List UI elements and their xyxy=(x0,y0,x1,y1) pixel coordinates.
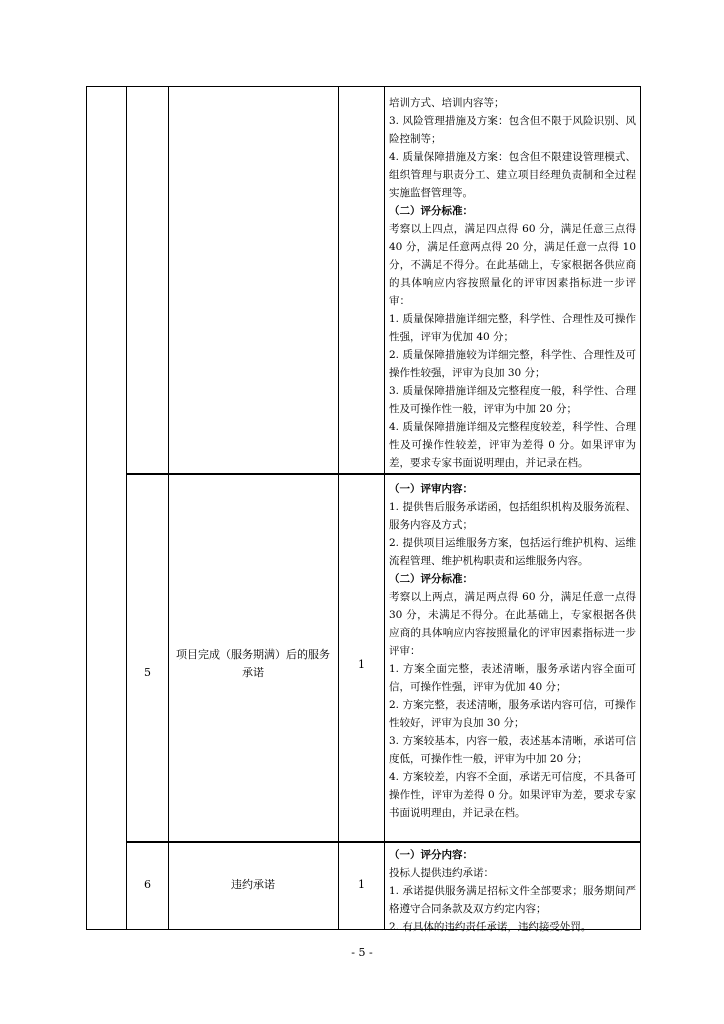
criteria-line: 培训方式、培训内容等； xyxy=(389,97,505,109)
criteria-line: 4. 方案较差，内容不全面，承诺无可信度，不具备可操作性，评审为差得 0 分。如果评审为差，要求专家书面说明理由，并记录在档。 xyxy=(389,771,636,819)
scoring-item-name: 违约承诺 xyxy=(231,878,275,891)
criteria-line: 1. 质量保障措施详细完整，科学性、合理性及可操作性强，评审为优加 40 分； xyxy=(389,313,636,343)
criteria-heading: （一）评审内容： xyxy=(389,483,473,495)
column-divider xyxy=(168,86,169,930)
score-weight: 1 xyxy=(358,658,365,671)
column-divider xyxy=(126,86,127,930)
criteria-heading: （二）评分标准： xyxy=(389,205,473,217)
criteria-cell xyxy=(385,842,640,936)
score-weight: 1 xyxy=(358,878,365,891)
criteria-heading: （二）评分标准： xyxy=(389,573,473,585)
criteria-line: 3. 风险管理措施及方案：包含但不限于风险识别、风险控制等； xyxy=(389,115,636,145)
criteria-line: 2. 方案完整，表述清晰，服务承诺内容可信，可操作性较好，评审为良加 30 分； xyxy=(389,699,636,729)
criteria-line: 1. 方案全面完整，表述清晰，服务承诺内容全面可信，可操作性强，评审为优加 40 分； xyxy=(389,663,636,693)
scoring-item-name: 项目完成（服务期满）后的服务承诺 xyxy=(176,648,330,679)
row-number: 5 xyxy=(144,666,151,679)
criteria-line: 2. 有具体的违约责任承诺，违约接受处罚。 xyxy=(389,921,592,933)
page-number: - 5 - xyxy=(351,946,373,959)
criteria-cell xyxy=(385,474,640,822)
column-divider xyxy=(338,86,339,930)
criteria-line: 投标人提供违约承诺： xyxy=(389,867,494,879)
scoring-table xyxy=(86,86,641,933)
row-number: 6 xyxy=(144,878,151,891)
criteria-line: 3. 方案较基本，内容一般，表述基本清晰，承诺可信度低，可操作性一般，评审为中加 20 分； xyxy=(389,735,636,765)
table-border-right xyxy=(640,86,641,930)
table-border-left xyxy=(86,86,87,930)
criteria-line: 1. 提供售后服务承诺函，包括组织机构及服务流程、服务内容及方式； xyxy=(389,501,636,531)
criteria-line: 1. 承诺提供服务满足招标文件全部要求；服务期间严格遵守合同条款及双方约定内容； xyxy=(389,885,636,915)
table-border-top xyxy=(86,86,641,87)
criteria-line: 2. 质量保障措施较为详细完整，科学性、合理性及可操作性较强，评审为良加 30 分； xyxy=(389,349,636,379)
criteria-line: 考察以上四点，满足四点得 60 分，满足任意三点得 40 分，满足任意两点得 20 分，满足任意一点得 10 分，不满足不得分。在此基础上，专家根据各供应商的具体响应内容按照量化的评审因素指标进一步评审： xyxy=(389,223,636,307)
criteria-cell xyxy=(385,88,640,472)
criteria-line: 4. 质量保障措施及方案：包含但不限建设管理模式、组织管理与职责分工、建立项目经理负责制和全过程实施监督管理等。 xyxy=(389,151,636,199)
criteria-line: 考察以上两点，满足两点得 60 分，满足任意一点得 30 分，未满足不得分。在此基础上，专家根据各供应商的具体响应内容按照量化的评审因素指标进一步评审： xyxy=(389,591,636,657)
criteria-line: 3. 质量保障措施详细及完整程度一般，科学性、合理性及可操作性一般，评审为中加 20 分； xyxy=(389,385,636,415)
criteria-line: 2. 提供项目运维服务方案，包括运行维护机构、运维流程管理、维护机构职责和运维服务内容。 xyxy=(389,537,636,567)
criteria-heading: （一）评分内容： xyxy=(389,849,473,861)
criteria-line: 4. 质量保障措施详细及完整程度较差，科学性、合理性及可操作性较差，评审为差得 0 分。如果评审为差，要求专家书面说明理由，并记录在档。 xyxy=(389,421,636,469)
